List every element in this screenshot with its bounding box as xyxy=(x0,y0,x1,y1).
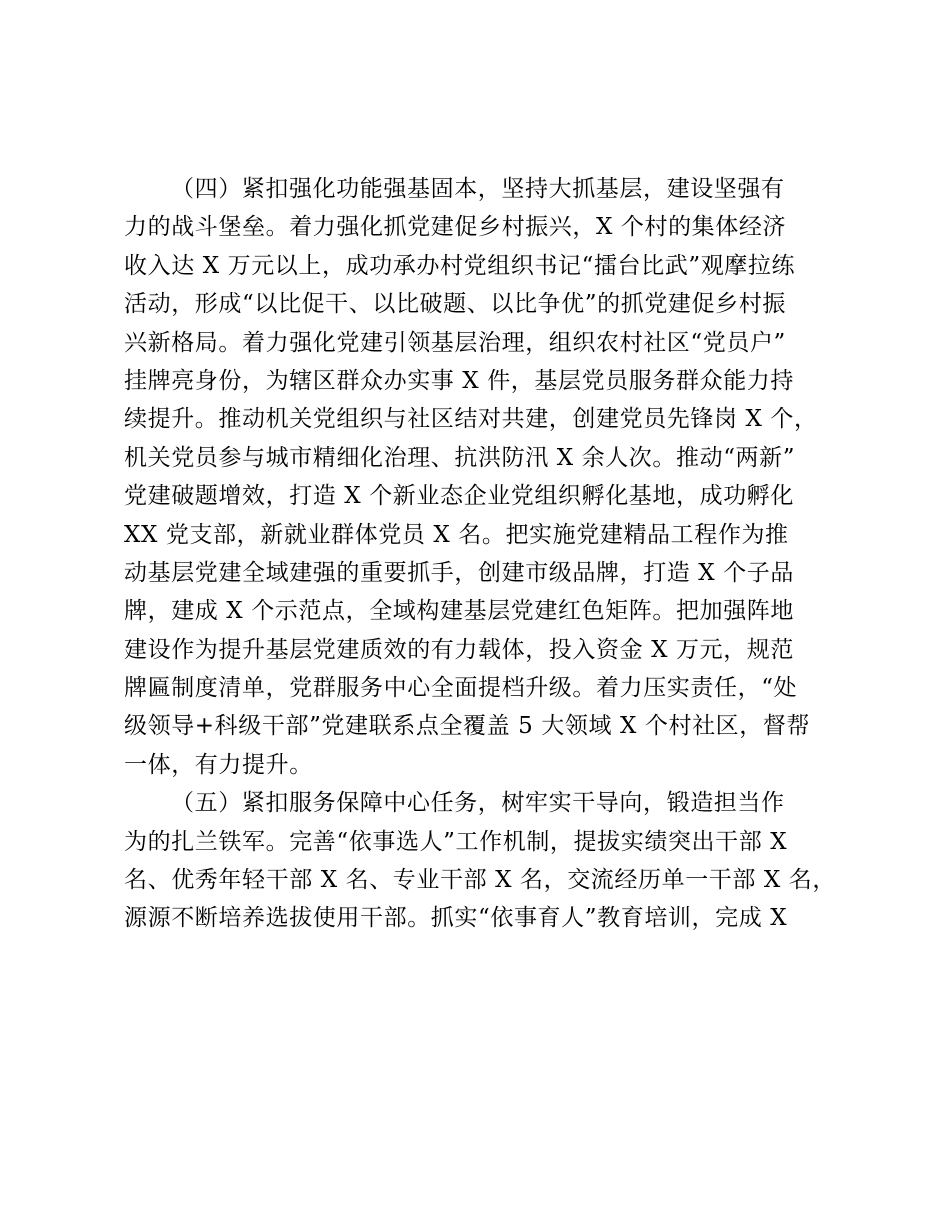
paragraph-section-4 xyxy=(124,170,836,784)
text-line: 党建破题增效，打造 X 个新业态企业党组织孵化基地，成功孵化 xyxy=(124,483,794,510)
text-line: 牌匾制度清单，党群服务中心全面提档升级。着力压实责任，“处 xyxy=(124,675,798,702)
text-line: 源源不断培养选拔使用干部。抓实“依事育人”教育培训，完成 X xyxy=(124,905,788,932)
text-line: 活动，形成“以比促干、以比破题、以比争优”的抓党建促乡村振 xyxy=(124,291,786,318)
text-line: 一体，有力提升。 xyxy=(124,751,313,778)
text-line: 建设作为提升基层党建质效的有力载体，投入资金 X 万元，规范 xyxy=(124,636,794,663)
text-line: 续提升。推动机关党组织与社区结对共建，创建党员先锋岗 X 个， xyxy=(124,406,818,433)
text-line: 挂牌亮身份，为辖区群众办实事 X 件，基层党员服务群众能力持 xyxy=(124,367,794,394)
text-line: 收入达 X 万元以上，成功承办村党组织书记“擂台比武”观摩拉练 xyxy=(124,252,796,279)
text-line: （四）紧扣强化功能强基固本，坚持大抓基层，建设坚强有 xyxy=(171,176,785,202)
text-line: 为的扎兰铁军。完善“依事选人”工作机制，提拔实绩突出干部 X xyxy=(124,828,788,855)
paragraph-section-5 xyxy=(124,784,836,938)
text-line: 牌，建成 X 个示范点，全域构建基层党建红色矩阵。把加强阵地 xyxy=(124,598,794,625)
text-line: 力的战斗堡垒。着力强化抓党建促乡村振兴，X 个村的集体经济 xyxy=(124,214,787,241)
body-text xyxy=(124,170,836,938)
text-line: （五）紧扣服务保障中心任务，树牢实干导向，锻造担当作 xyxy=(171,790,785,817)
text-line: 名、优秀年轻干部 X 名、专业干部 X 名，交流经历单一干部 X 名， xyxy=(124,867,836,894)
text-line: 级领导+科级干部”党建联系点全覆盖 5 大领域 X 个村社区，督帮 xyxy=(124,713,811,740)
text-line: 机关党员参与城市精细化治理、抗洪防汛 X 余人次。推动“两新” xyxy=(124,444,796,471)
text-line: 动基层党建全域建强的重要抓手，创建市级品牌，打造 X 个子品 xyxy=(124,559,794,586)
text-line: 兴新格局。着力强化党建引领基层治理，组织农村社区“党员户” xyxy=(124,329,786,356)
text-line: XX 党支部，新就业群体党员 X 名。把实施党建精品工程作为推 xyxy=(124,521,789,548)
